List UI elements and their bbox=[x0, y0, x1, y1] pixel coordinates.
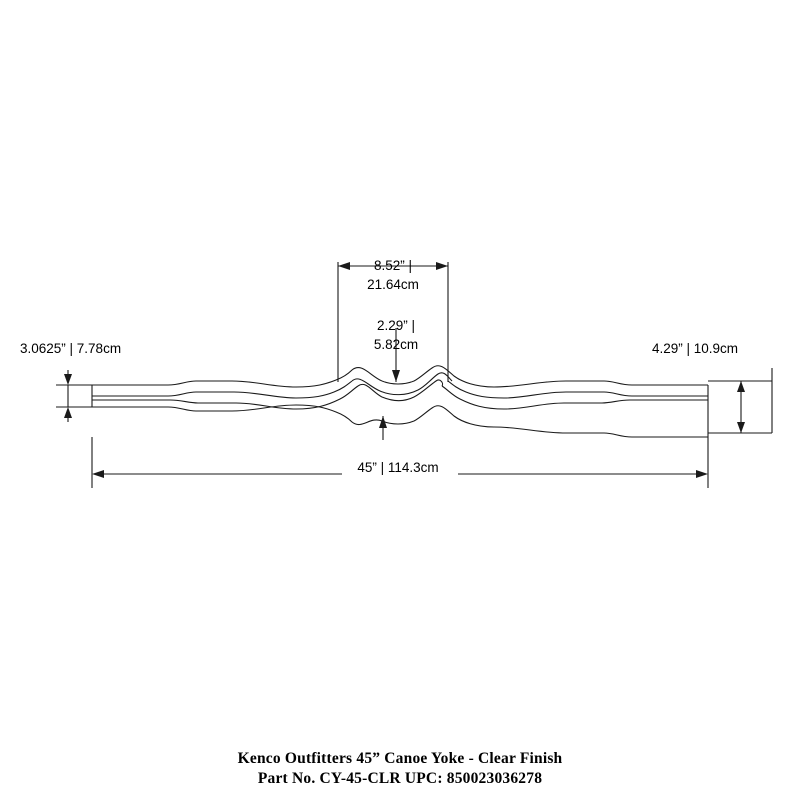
arrow-center-gap-down bbox=[392, 370, 400, 382]
arrow-right-height-up bbox=[737, 381, 745, 392]
dim-label-center-gap-bottom: 5.82cm bbox=[373, 337, 419, 352]
caption-product-name: Kenco Outfitters 45” Canoe Yoke - Clear Finish bbox=[237, 750, 563, 767]
dim-label-right-height: 4.29” | 10.9cm bbox=[652, 341, 739, 356]
yoke-inner-left-upper bbox=[92, 381, 352, 398]
yoke-top-right-edge bbox=[382, 366, 708, 387]
arrow-overall-left bbox=[92, 470, 104, 478]
yoke-inner-right-lower bbox=[442, 386, 708, 409]
yoke-bottom-right-edge bbox=[382, 406, 708, 437]
yoke-inner-right-upper bbox=[448, 381, 708, 398]
dim-label-center-width-bottom: 21.64cm bbox=[367, 277, 419, 292]
dim-label-overall-length: 45” | 114.3cm bbox=[357, 460, 439, 475]
yoke-bottom-left-edge bbox=[92, 405, 382, 425]
dim-label-center-gap-top: 2.29” | bbox=[376, 318, 416, 333]
yoke-inner-left-lower bbox=[92, 386, 358, 409]
caption-part-number: Part No. CY-45-CLR UPC: 850023036278 bbox=[257, 770, 543, 787]
dim-label-center-width-top: 8.52” | bbox=[373, 258, 413, 273]
dim-label-left-height: 3.0625” | 7.78cm bbox=[20, 341, 122, 356]
arrow-overall-right bbox=[696, 470, 708, 478]
arrow-right-height-down bbox=[737, 422, 745, 433]
yoke-center-pad-lower bbox=[358, 380, 443, 401]
